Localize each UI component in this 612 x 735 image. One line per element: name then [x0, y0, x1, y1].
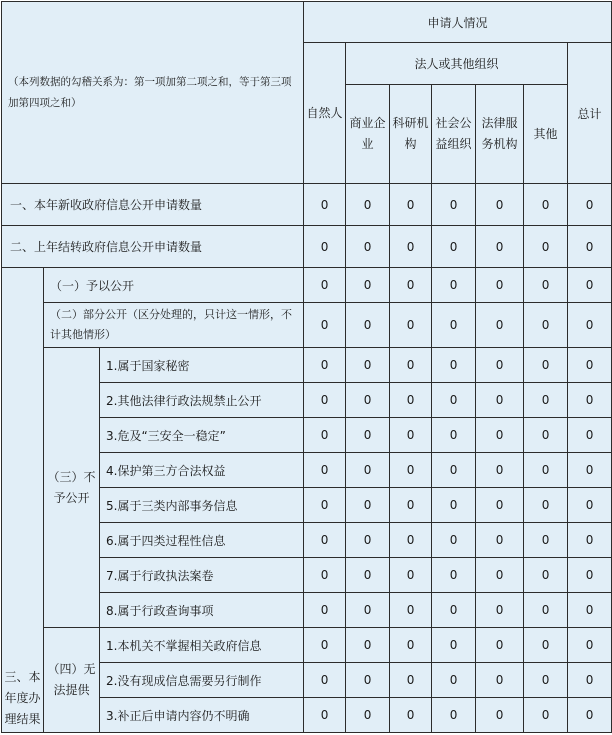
cell-value: 0 — [390, 628, 432, 663]
gov-info-disclosure-table — [1, 1, 612, 733]
cell-value: 0 — [390, 488, 432, 523]
cell-value: 0 — [568, 348, 612, 383]
cell-value: 0 — [432, 226, 476, 268]
cell-value: 0 — [432, 593, 476, 628]
cell-value: 0 — [568, 698, 612, 733]
cell-value: 0 — [346, 268, 390, 303]
cell-value: 0 — [524, 303, 568, 348]
row-label: 7.属于行政执法案卷 — [100, 558, 304, 593]
cell-value: 0 — [390, 184, 432, 226]
cell-value: 0 — [476, 593, 524, 628]
cell-value: 0 — [568, 418, 612, 453]
cell-value: 0 — [524, 268, 568, 303]
header-row-1 — [2, 2, 612, 43]
header-total: 总计 — [568, 43, 612, 184]
cell-value: 0 — [524, 383, 568, 418]
cell-value: 0 — [524, 453, 568, 488]
cell-value: 0 — [432, 383, 476, 418]
row-label: 6.属于四类过程性信息 — [100, 523, 304, 558]
cell-value: 0 — [346, 383, 390, 418]
cell-value: 0 — [346, 698, 390, 733]
cell-value: 0 — [390, 268, 432, 303]
cell-value: 0 — [390, 558, 432, 593]
row-label: 8.属于行政查询事项 — [100, 593, 304, 628]
cell-value: 0 — [476, 303, 524, 348]
cell-value: 0 — [524, 663, 568, 698]
row-label: （一）予以公开 — [44, 268, 304, 303]
cell-value: 0 — [346, 184, 390, 226]
cell-value: 0 — [524, 593, 568, 628]
cell-value: 0 — [432, 558, 476, 593]
row-label: 3.补正后申请内容仍不明确 — [100, 698, 304, 733]
cell-value: 0 — [476, 523, 524, 558]
cell-value: 0 — [432, 453, 476, 488]
cell-value: 0 — [476, 184, 524, 226]
cell-value: 0 — [568, 593, 612, 628]
cell-value: 0 — [346, 303, 390, 348]
cell-value: 0 — [304, 593, 346, 628]
cell-value: 0 — [304, 268, 346, 303]
cell-value: 0 — [432, 268, 476, 303]
cell-value: 0 — [432, 628, 476, 663]
unable-group-label: （四）无法提供 — [44, 628, 100, 733]
cell-value: 0 — [524, 184, 568, 226]
header-commercial: 商业企业 — [346, 85, 390, 184]
row-label: 2.没有现成信息需要另行制作 — [100, 663, 304, 698]
not-open-group-label: （三）不予公开 — [44, 348, 100, 628]
cell-value: 0 — [476, 268, 524, 303]
row-unable-1 — [2, 628, 612, 663]
cell-value: 0 — [346, 348, 390, 383]
cell-value: 0 — [568, 383, 612, 418]
cell-value: 0 — [476, 383, 524, 418]
row-label: 2.其他法律行政法规禁止公开 — [100, 383, 304, 418]
cell-value: 0 — [568, 488, 612, 523]
cell-value: 0 — [304, 226, 346, 268]
cell-value: 0 — [346, 226, 390, 268]
row-label: 3.危及“三安全一稳定” — [100, 418, 304, 453]
header-legal-service: 法律服务机构 — [476, 85, 524, 184]
cell-value: 0 — [568, 303, 612, 348]
cell-value: 0 — [390, 453, 432, 488]
cell-value: 0 — [568, 523, 612, 558]
cell-value: 0 — [476, 663, 524, 698]
row-label: 二、上年结转政府信息公开申请数量 — [2, 226, 304, 268]
cell-value: 0 — [390, 698, 432, 733]
cell-value: 0 — [432, 488, 476, 523]
row-label: 4.保护第三方合法权益 — [100, 453, 304, 488]
cell-value: 0 — [568, 268, 612, 303]
cell-value: 0 — [432, 303, 476, 348]
header-research: 科研机构 — [390, 85, 432, 184]
cell-value: 0 — [304, 184, 346, 226]
cell-value: 0 — [304, 348, 346, 383]
row-label: 1.属于国家秘密 — [100, 348, 304, 383]
cell-value: 0 — [432, 348, 476, 383]
cell-value: 0 — [390, 383, 432, 418]
cell-value: 0 — [524, 558, 568, 593]
cell-value: 0 — [390, 303, 432, 348]
cell-value: 0 — [524, 488, 568, 523]
row-carryover-applications — [2, 226, 612, 268]
cell-value: 0 — [476, 453, 524, 488]
cell-value: 0 — [524, 698, 568, 733]
cell-value: 0 — [346, 453, 390, 488]
cell-value: 0 — [432, 418, 476, 453]
row-label: 1.本机关不掌握相关政府信息 — [100, 628, 304, 663]
cell-value: 0 — [432, 184, 476, 226]
cell-value: 0 — [524, 418, 568, 453]
cell-value: 0 — [524, 348, 568, 383]
cell-value: 0 — [390, 226, 432, 268]
cell-value: 0 — [476, 698, 524, 733]
cell-value: 0 — [568, 558, 612, 593]
cell-value: 0 — [432, 663, 476, 698]
cell-value: 0 — [304, 488, 346, 523]
row-label: （二）部分公开（区分处理的，只计这一情形，不计其他情形） — [44, 303, 304, 348]
cell-value: 0 — [346, 593, 390, 628]
header-legal-group: 法人或其他组织 — [346, 43, 568, 85]
cell-value: 0 — [304, 453, 346, 488]
cell-value: 0 — [568, 453, 612, 488]
cell-value: 0 — [524, 523, 568, 558]
cell-value: 0 — [346, 488, 390, 523]
result-section-label: 三、本年度办理结果 — [2, 268, 44, 733]
cell-value: 0 — [524, 226, 568, 268]
cell-value: 0 — [390, 523, 432, 558]
cell-value: 0 — [304, 523, 346, 558]
cell-value: 0 — [304, 698, 346, 733]
cell-value: 0 — [346, 418, 390, 453]
cell-value: 0 — [346, 523, 390, 558]
row-label: 5.属于三类内部事务信息 — [100, 488, 304, 523]
cell-value: 0 — [390, 348, 432, 383]
row-new-applications — [2, 184, 612, 226]
cell-value: 0 — [476, 558, 524, 593]
cell-value: 0 — [304, 383, 346, 418]
cell-value: 0 — [346, 628, 390, 663]
cell-value: 0 — [476, 628, 524, 663]
cell-value: 0 — [568, 184, 612, 226]
cell-value: 0 — [432, 523, 476, 558]
cell-value: 0 — [304, 628, 346, 663]
cell-value: 0 — [568, 226, 612, 268]
cell-value: 0 — [476, 488, 524, 523]
cell-value: 0 — [390, 418, 432, 453]
header-note: （本列数据的勾稽关系为：第一项加第二项之和，等于第三项加第四项之和） — [2, 2, 304, 184]
cell-value: 0 — [524, 628, 568, 663]
cell-value: 0 — [304, 558, 346, 593]
cell-value: 0 — [390, 663, 432, 698]
cell-value: 0 — [304, 663, 346, 698]
cell-value: 0 — [346, 558, 390, 593]
row-label: 一、本年新收政府信息公开申请数量 — [2, 184, 304, 226]
header-public-welfare: 社会公益组织 — [432, 85, 476, 184]
cell-value: 0 — [568, 628, 612, 663]
cell-value: 0 — [476, 226, 524, 268]
cell-value: 0 — [476, 418, 524, 453]
row-open — [2, 268, 612, 303]
cell-value: 0 — [476, 348, 524, 383]
cell-value: 0 — [304, 418, 346, 453]
cell-value: 0 — [304, 303, 346, 348]
cell-value: 0 — [346, 663, 390, 698]
header-natural-person: 自然人 — [304, 43, 346, 184]
row-partial-open — [2, 303, 612, 348]
cell-value: 0 — [432, 698, 476, 733]
row-not-open-1 — [2, 348, 612, 383]
cell-value: 0 — [568, 663, 612, 698]
cell-value: 0 — [390, 593, 432, 628]
header-other: 其他 — [524, 85, 568, 184]
header-applicant: 申请人情况 — [304, 2, 612, 43]
